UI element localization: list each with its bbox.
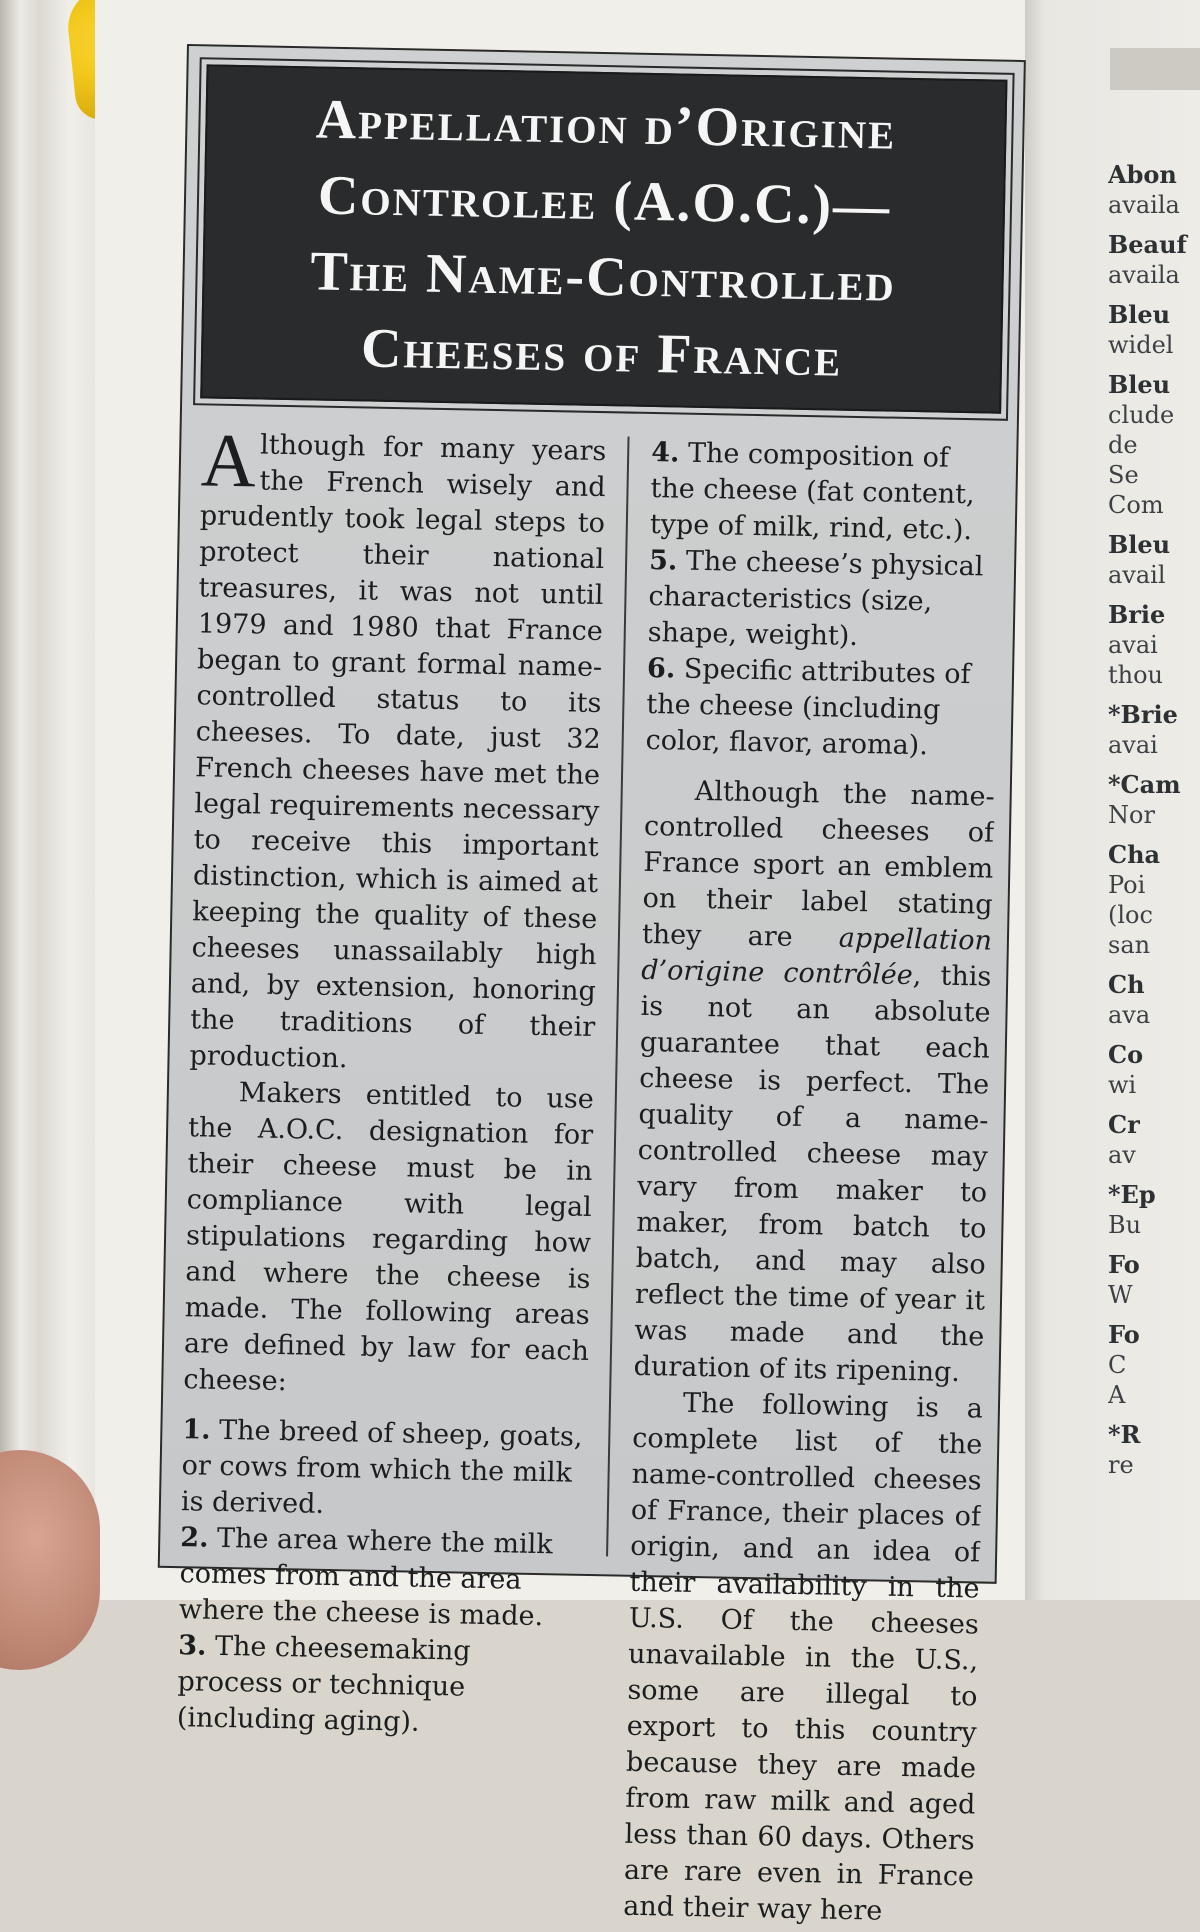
list-text: The cheese’s physical characteristics (size, shape, weight).: [647, 545, 984, 652]
list-number: 2.: [180, 1522, 209, 1554]
adjacent-entry: [1108, 1250, 1200, 1310]
adjacent-entry: [1108, 530, 1200, 590]
adjacent-entry-text: Com: [1108, 491, 1164, 519]
adjacent-entry-name: Bleu: [1108, 300, 1171, 329]
adjacent-entry-text: san: [1108, 931, 1151, 959]
adjacent-page: [1020, 0, 1200, 1600]
adjacent-entry: [1108, 1320, 1200, 1410]
adjacent-entry: [1108, 970, 1200, 1030]
list-number: 1.: [182, 1414, 211, 1446]
adjacent-page-header-bar: [1110, 48, 1200, 90]
adjacent-entry: [1108, 1110, 1200, 1170]
adjacent-page-text: [1108, 160, 1200, 1490]
adjacent-entry-text: Bu: [1108, 1211, 1142, 1239]
list-item: [177, 1628, 584, 1744]
guarantee-text-b: , this is not an absolute guarantee that each cheese is perfect. The quality of a name-controlled cheese may vary from maker to maker, from batch to batch, and may also reflect the time of year it was made and the duration of its ripening.: [633, 960, 992, 1389]
adjacent-entry: [1108, 770, 1200, 830]
title-line: Cheeses of France: [360, 317, 843, 389]
adjacent-entry-name: Fo: [1108, 1320, 1140, 1349]
column-divider: [606, 437, 630, 1557]
adjacent-entry-text: C: [1108, 1351, 1127, 1379]
title-banner: [200, 64, 1007, 413]
adjacent-entry-name: Cha: [1108, 840, 1161, 869]
adjacent-entry-text: availa: [1108, 261, 1180, 289]
adjacent-entry-text: av: [1108, 1141, 1136, 1169]
intro-text: lthough for many years the French wisely and prudently took legal steps to protect their national treasures, it was not until 1979 and 1980 that France began to grant formal name-controlled status to its cheeses. To date, just 32 French cheeses have met the legal requirements necessary to receive this important distinction, which is aimed at keeping the quality of these cheeses unassailably high and, by extension, honoring the traditions of their production.: [189, 429, 607, 1075]
adjacent-entry-text: availa: [1108, 191, 1180, 219]
adjacent-entry-name: *Cam: [1108, 770, 1181, 799]
list-number: 3.: [177, 1630, 207, 1662]
adjacent-entry: [1108, 230, 1200, 290]
adjacent-entry-text: A: [1108, 1381, 1126, 1409]
drop-cap: A: [200, 418, 257, 504]
intro-paragraph: [189, 418, 607, 1082]
adjacent-entry-name: Co: [1108, 1040, 1144, 1069]
adjacent-entry-text: Se: [1108, 461, 1139, 489]
adjacent-entry-name: Ch: [1108, 970, 1145, 999]
content-panel: [158, 44, 1026, 1927]
adjacent-entry: [1108, 1040, 1200, 1100]
title-line: The Name-Controlled: [309, 240, 897, 314]
adjacent-entry-name: *Brie: [1108, 700, 1178, 729]
adjacent-entry-text: widel: [1108, 331, 1174, 359]
adjacent-entry-text: thou: [1108, 661, 1164, 689]
adjacent-entry-name: Cr: [1108, 1110, 1140, 1139]
adjacent-entry-name: Abon: [1108, 160, 1177, 189]
adjacent-entry: [1108, 300, 1200, 360]
adjacent-entry: [1108, 160, 1200, 220]
adjacent-entry: [1108, 700, 1200, 760]
right-column: [623, 435, 1002, 1931]
title-line: Appellation d’Origine: [315, 88, 897, 162]
adjacent-entry-name: Beauf: [1108, 230, 1187, 259]
adjacent-entry-text: Poi: [1108, 871, 1146, 899]
list-number: 6.: [646, 652, 676, 685]
list-text: Specific attributes of the cheese (including color, flavor, aroma).: [645, 653, 971, 762]
adjacent-entry-text: Nor: [1108, 801, 1155, 829]
adjacent-entry-text: clude: [1108, 401, 1175, 429]
aoc-phrase: appellation d’origine contrôlée: [641, 922, 993, 992]
left-column: [176, 418, 607, 1744]
adjacent-entry-text: ava: [1108, 1001, 1151, 1029]
list-number: 4.: [650, 436, 680, 469]
list-text: The composition of the cheese (fat content, type of milk, rind, etc.).: [649, 437, 975, 547]
list-item: [179, 1520, 586, 1636]
list-item: [650, 435, 1002, 550]
book-page: [95, 0, 1025, 1927]
adjacent-entry: [1108, 840, 1200, 960]
adjacent-entry: [1108, 600, 1200, 690]
guarantee-text-a: Although the name-controlled cheeses of France sport an emblem on their label stating they are: [641, 775, 995, 954]
adjacent-entry-text: avai: [1108, 731, 1158, 759]
adjacent-entry-name: Bleu: [1108, 370, 1171, 399]
thumb: [0, 1450, 100, 1670]
adjacent-entry-name: *Ep: [1108, 1180, 1156, 1209]
adjacent-entry: [1108, 1420, 1200, 1480]
adjacent-entry-text: re: [1108, 1451, 1134, 1479]
adjacent-entry-text: de: [1108, 431, 1138, 459]
adjacent-entry-text: avail: [1108, 561, 1166, 589]
adjacent-entry-name: *R: [1108, 1420, 1141, 1449]
guarantee-paragraph: [633, 773, 995, 1392]
adjacent-entry-text: W: [1108, 1281, 1133, 1309]
adjacent-entry-name: Fo: [1108, 1250, 1140, 1279]
page-stack-edge: [0, 0, 95, 1600]
adjacent-entry-name: Bleu: [1108, 530, 1171, 559]
designation-paragraph: Makers entitled to use the A.O.C. designation for their cheese must be in compliance with legal stipulations regarding how and where the cheese is made. The following areas are defined by law for each cheese:: [183, 1077, 595, 1398]
adjacent-entry-text: avai: [1108, 631, 1158, 659]
list-item: [181, 1412, 588, 1528]
list-text: The breed of sheep, goats, or cows from which the milk is derived.: [180, 1414, 583, 1520]
list-number: 5.: [648, 544, 678, 577]
adjacent-entry: [1108, 370, 1200, 520]
adjacent-entry-text: wi: [1108, 1071, 1137, 1099]
adjacent-entry-name: Brie: [1108, 600, 1166, 629]
adjacent-entry: [1108, 1180, 1200, 1240]
adjacent-entry-text: (loc: [1108, 901, 1153, 929]
list-item: [647, 543, 999, 658]
list-item: [645, 651, 997, 766]
list-text: The area where the milk comes from and the area where the cheese is made.: [178, 1522, 553, 1633]
list-intro-paragraph: The following is a complete list of the name-controlled cheeses of France, their places of origin, and an idea of their availability in the U.S. Of the cheeses unavailable in the U.S., some are illegal to export to this country because they are made from raw milk and aged less than 60 days. Others are rare even in France and their way here: [623, 1387, 984, 1927]
title-line: Controlee (A.O.C.)—: [317, 164, 892, 238]
list-text: The cheesemaking process or technique (including aging).: [176, 1630, 471, 1738]
